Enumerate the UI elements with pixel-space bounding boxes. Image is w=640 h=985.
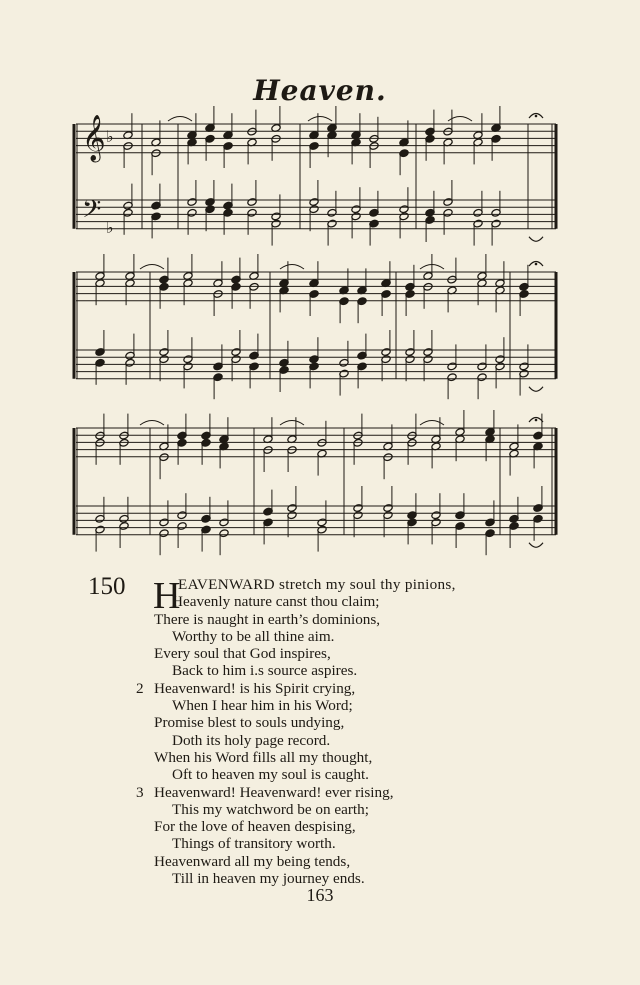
verse-line-text: Things of transitory worth. (172, 835, 336, 853)
dropcap-letter: H (153, 575, 181, 617)
slur (140, 421, 164, 426)
flat-icon: ♭ (106, 218, 114, 237)
verse-number: 2 (136, 679, 144, 697)
fermata-dot (535, 263, 538, 266)
verse-line (154, 628, 574, 645)
verse-line-text: Heavenward! is his Spirit crying, (154, 679, 356, 697)
flat-icon: ♭ (106, 127, 114, 146)
fermata-icon (529, 543, 543, 548)
verse-line (154, 593, 574, 610)
fermata-dot (535, 115, 538, 118)
hymn-number: 150 (88, 573, 126, 600)
verse-line-text: When I hear him in his Word; (172, 697, 353, 715)
verse-line-text: Worthy to be all thine aim. (172, 627, 335, 645)
verse-line-text: Oft to heaven my soul is caught. (172, 766, 369, 784)
page-number: 163 (306, 885, 334, 905)
hymn-title: Heaven. (253, 74, 387, 107)
first-line-text: EAVENWARD stretch my soul thy pinions, (178, 576, 456, 593)
verse-line-text: Promise blest to souls undying, (154, 714, 345, 732)
verse-line (154, 714, 574, 731)
bass-clef-icon: 𝄢 (82, 195, 102, 230)
verse-line-text: Heavenward all my being tends, (154, 852, 351, 870)
verse-line (154, 853, 574, 870)
verses-block (136, 575, 574, 888)
slur (280, 265, 304, 270)
verse-line (154, 732, 574, 749)
fermata-icon (529, 387, 543, 392)
slur (308, 117, 332, 122)
verse-line-text: Doth its holy page record. (172, 731, 331, 749)
verse-line-text: This my watchword be on earth; (172, 800, 369, 818)
fermata-icon (529, 237, 543, 242)
slur (140, 265, 164, 270)
verse-line-text: Heavenward! Heavenward! ever rising, (154, 783, 394, 801)
verse-line-text: Till in heaven my journey ends. (172, 870, 365, 888)
verse-number: 3 (136, 783, 144, 801)
verse-line-text: Heavenly nature canst thou claim; (172, 593, 380, 611)
verse-line (154, 645, 574, 662)
slur (280, 421, 304, 426)
verse-line (154, 835, 574, 852)
verse-line-text: When his Word fills all my thought, (154, 748, 373, 766)
verse-line-text: Every soul that God inspires, (154, 645, 331, 663)
verse-line-text: For the love of heaven despising, (154, 818, 356, 836)
verse-line-text: There is naught in earth’s dominions, (154, 610, 381, 628)
slur (168, 117, 192, 122)
verse-line (154, 749, 574, 766)
verse-line (136, 679, 574, 697)
verse-lines (136, 593, 574, 888)
verse-line (154, 801, 574, 818)
verse-line (154, 697, 574, 714)
verse-line (154, 818, 574, 835)
verse-line-text: Back to him i.s source aspires. (172, 662, 358, 680)
fermata-dot (535, 419, 538, 422)
verse-line (154, 766, 574, 783)
verse-line (136, 783, 574, 801)
treble-clef-icon: 𝄞 (82, 115, 106, 161)
verse-line (154, 611, 574, 628)
verse-line (154, 662, 574, 679)
